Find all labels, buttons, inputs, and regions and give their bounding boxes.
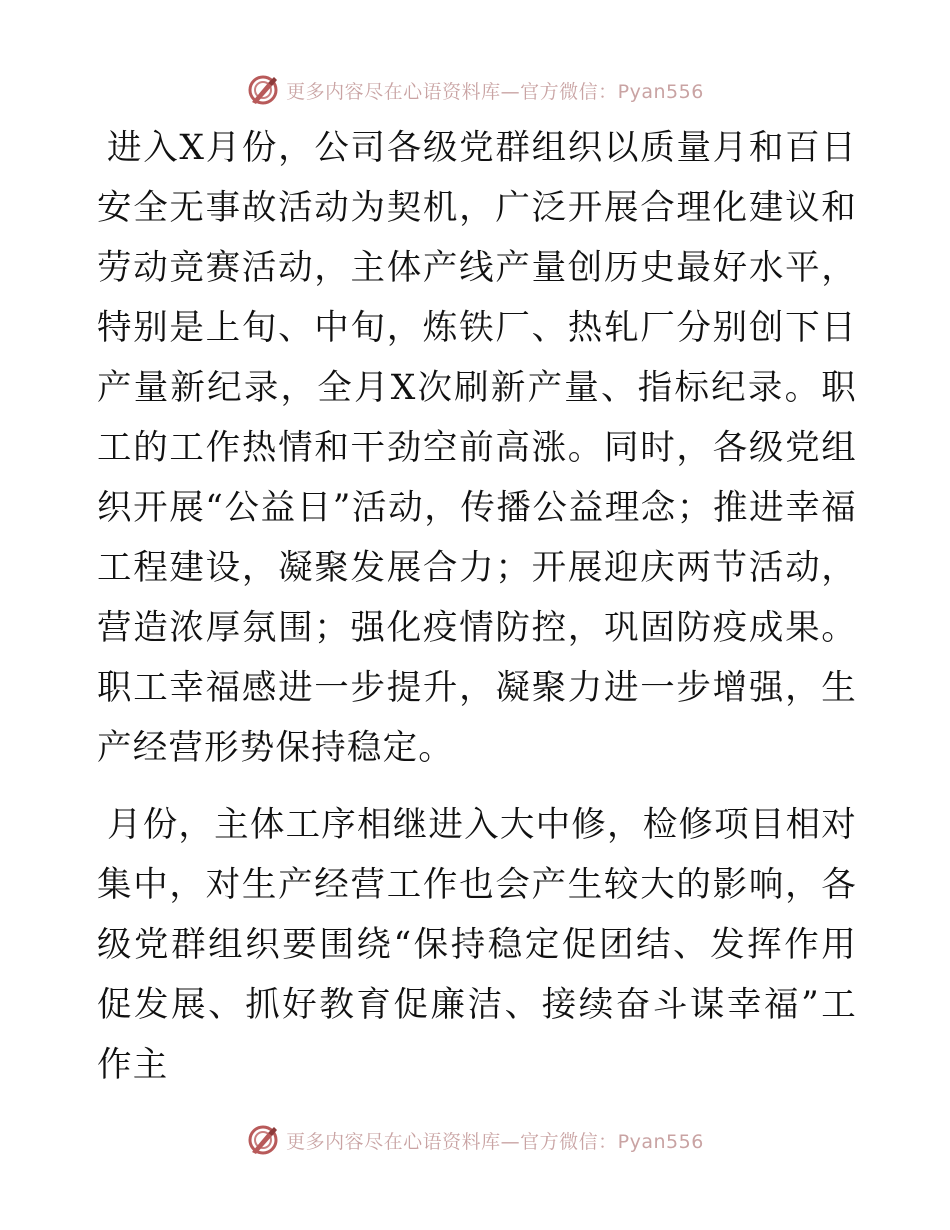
footer-banner bbox=[0, 1120, 950, 1160]
document-body bbox=[97, 118, 857, 1095]
header-banner-text: 更多内容尽在心语资料库—官方微信：Pyan556 bbox=[286, 80, 704, 103]
pen-circle-logo-icon bbox=[246, 1123, 280, 1157]
header-banner bbox=[0, 70, 950, 110]
paragraph-2: 月份，主体工序相继进入大中修，检修项目相对集中，对生产经营工作也会产生较大的影响，各级党群组织要围绕“保持稳定促团结、发挥作用促发展、抓好教育促廉洁、接续奋斗谋幸福”工作主 bbox=[97, 805, 857, 1085]
footer-banner-text: 更多内容尽在心语资料库—官方微信：Pyan556 bbox=[286, 1130, 704, 1153]
pen-circle-logo-icon bbox=[246, 73, 280, 107]
paragraph-1: 进入X月份，公司各级党群组织以质量月和百日安全无事故活动为契机，广泛开展合理化建议和劳动竞赛活动，主体产线产量创历史最好水平，特别是上旬、中旬，炼铁厂、热轧厂分别创下日产量新纪录，全月X次刷新产量、指标纪录。职工的工作热情和干劲空前高涨。同时，各级党组织开展“公益日”活动，传播公益理念；推进幸福工程建设，凝聚发展合力；开展迎庆两节活动，营造浓厚氛围；强化疫情防控，巩固防疫成果。职工幸福感进一步提升，凝聚力进一步增强，生产经营形势保持稳定。 bbox=[97, 128, 857, 768]
